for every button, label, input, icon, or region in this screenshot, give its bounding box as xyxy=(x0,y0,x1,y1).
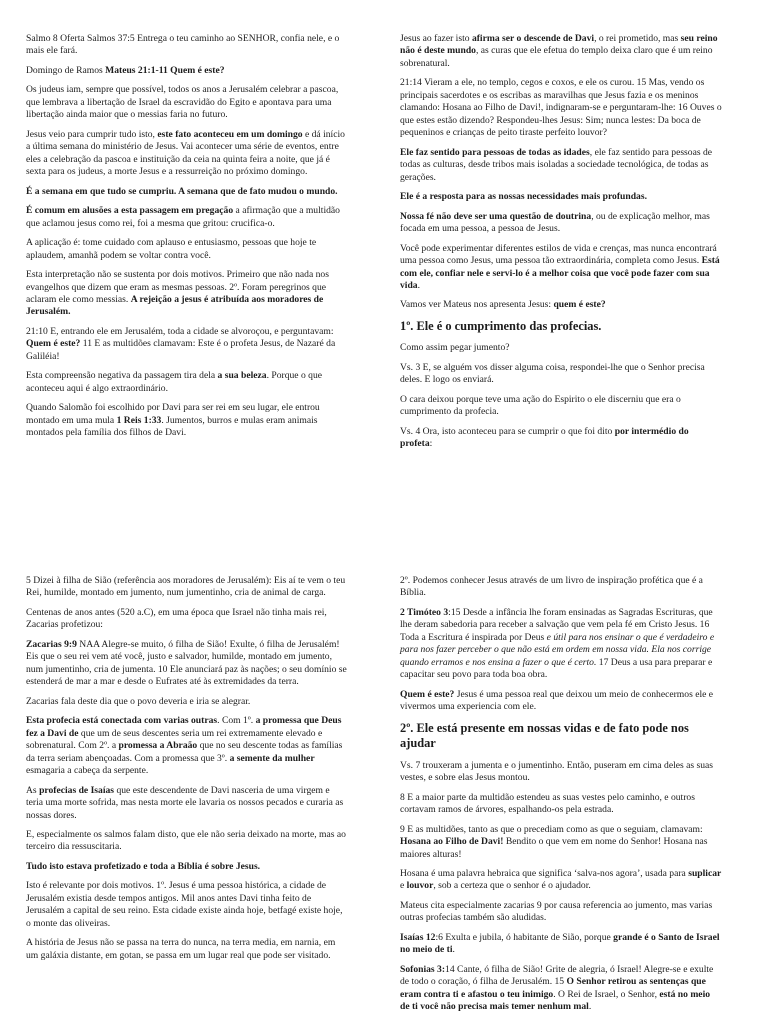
bold-text: 1 Reis 1:33 xyxy=(116,414,162,426)
text-run: Vs. 7 trouxeram a jumenta e o jumentinho. Então, puseram em cima deles as suas vestes, e sobre elas Jesus montou. xyxy=(400,759,714,784)
text-run: 14 Cante, ó filha de Sião! Grite de alegria, ó Israel! Alegre-se e exulte de todo o coração, ó filha de Jerusalém. 15 xyxy=(400,963,714,988)
text-run: A aplicação é: tome cuidado com aplauso e entusiasmo, pessoas que hoje te aplaudem, amanhã podem se voltar contra você. xyxy=(26,237,317,261)
profecias-isaias-paragraph xyxy=(26,785,348,822)
text-run: e dá início a última semana do ministério de Jesus. Vai acontecer uma série de eventos, entre eles a celebração da pascoa e instituição da ceia na quinta feira a noite, que já é sexta para os judeus, a morte Jesus e a ressurreição no próximo domingo. xyxy=(26,128,345,178)
bold-text: quem é este? xyxy=(553,299,606,311)
column-top-right xyxy=(400,33,722,458)
salmo-8-paragraph xyxy=(26,33,348,58)
bold-text: É comum em alusões a esta passagem em pregação xyxy=(26,205,234,217)
zacarias-9-9-paragraph xyxy=(26,639,348,689)
text-run: que este descendente de Davi nasceria de uma virgem e teria uma morte sofrida, mas nesta morte ele lavaria os nossos pecados e curaria as nossas dores. xyxy=(26,784,344,821)
text-run: : xyxy=(429,438,433,450)
text-run: 5 Dizei à filha de Sião (referência aos moradores de Jerusalém): Eis aí te vem o teu Rei, humilde, montado em jumento, num jumentinho, cria de animal de carga. xyxy=(26,575,346,599)
bold-text: Esta profecia está conectada com varias outras xyxy=(26,715,218,727)
experimentar-estilos-paragraph xyxy=(400,243,722,293)
timoteo-3-paragraph xyxy=(400,607,722,682)
text-run: E, especialmente os salmos falam disto, que ele não seria deixado na morte, mas ao terceiro dia ressuscitaria. xyxy=(26,828,346,853)
bold-text: Hosana ao Filho de Davi! xyxy=(400,836,504,848)
faz-sentido-paragraph xyxy=(400,147,722,184)
bold-text: Ele faz sentido para pessoas de todas as idades xyxy=(400,146,590,158)
bold-text: grande é o Santo de Israel no meio de ti xyxy=(400,931,720,956)
text-run: , ele faz sentido para pessoas de todas as culturas, desde tribos mais isoladas a sociedade tecnológica, de todas as gerações. xyxy=(400,146,713,183)
text-run: , sob a certeza que o senhor é o ajudador. xyxy=(433,880,591,892)
text-run: que no seu descente todas as famílias da terra seriam abençoadas. Com a promessa que 3º. xyxy=(26,740,343,764)
bold-text: afirma ser o descende de Davi xyxy=(471,33,595,44)
bold-text: Quem é este? xyxy=(400,688,455,700)
bold-text: É a semana em que tudo se cumpriu. A semana que de fato mudou o mundo. xyxy=(26,185,338,197)
text-run: a afirmação que a multidão que aclamou jesus como rei, foi a mesma que gritou: crucifica-o. xyxy=(26,205,340,229)
text-run: NAA Alegre-se muito, ó filha de Sião! Exulte, ó filha de Jerusalém! Eis que o seu rei vem até você, justo e salvador, humilde, montado em jumento, num jumentinho, cria de jumenta. 10 Ele anunciará paz às nações; o seu domínio se estenderá de mar a mar e desde o Eufrates até às extremidades da terra. xyxy=(26,638,347,688)
text-run: Você pode experimentar diferentes estilos de vida e crenças, mas nunca encontrará uma pessoa como Jesus, uma pessoa tão extraordinária, completa como Jesus. xyxy=(400,242,717,267)
verse-8-paragraph xyxy=(400,792,722,817)
cara-deixou-paragraph xyxy=(400,394,722,419)
text-run: Os judeus iam, sempre que possível, todos os anos a Jerusalém celebrar a pascoa, que lembrava a libertação de Israel da escravidão do Egito e apontava para uma libertação ainda maior que o messias faria no futuro. xyxy=(26,84,339,121)
text-run: O cara deixou porque teve uma ação do Espirito o ele discerniu que era o cumprimento da profecia. xyxy=(400,393,681,418)
text-run: que um de seus descentes seria um rei extremamente elevado e sobrenatural. Com 2º. a xyxy=(26,727,323,752)
text-run: Jesus ao fazer isto xyxy=(400,33,472,44)
text-run: , ou de explicação melhor, mas focada em uma pessoa, a pessoa de Jesus. xyxy=(400,210,710,235)
text-run: 8 E a maior parte da multidão estendeu as suas vestes pelo caminho, e outros cortavam ramos de árvores, espalhando-os pela estrada. xyxy=(400,791,695,816)
bold-text: por intermédio do profeta xyxy=(400,425,689,450)
verse-5-paragraph xyxy=(26,575,348,600)
italic-text: e útil para nos ensinar o que é verdadeiro e para nos fazer perceber o que não está em ordem em nossa vida. Ela nos corrige quando erramos e nos ensina a fazer o que é certo. xyxy=(400,631,715,668)
profecia-conectada-paragraph xyxy=(26,715,348,777)
text-run: Bendito o que vem em nome do Senhor! Hosana nas maiores alturas! xyxy=(400,836,708,860)
bold-text: Quem é este? xyxy=(26,338,81,350)
text-run: :6 Exulta e jubila, ó habitante de Sião, porque xyxy=(435,931,614,943)
column-bottom-right xyxy=(400,575,722,1021)
bold-text: Nossa fé não deve ser uma questão de doutrina xyxy=(400,210,592,222)
interpretacao-paragraph xyxy=(26,269,348,319)
quem-e-este-paragraph xyxy=(400,689,722,714)
bold-text: suplicar xyxy=(688,867,722,879)
verse-9-paragraph xyxy=(400,824,722,861)
vs-7-paragraph xyxy=(400,760,722,785)
text-run: . xyxy=(588,1001,592,1013)
sofonias-3-paragraph xyxy=(400,964,722,1014)
relevante-motivos-paragraph xyxy=(26,880,348,930)
salmos-falam-paragraph xyxy=(26,829,348,854)
text-run: , o rei prometido, mas xyxy=(594,33,681,44)
resposta-necessidades-paragraph xyxy=(400,191,722,203)
descende-de-davi-paragraph xyxy=(400,33,722,70)
bold-text: a semente da mulher xyxy=(229,752,315,764)
historia-de-jesus-paragraph xyxy=(26,937,348,962)
verse-21-10-paragraph xyxy=(26,326,348,363)
text-run: 11 E as multidões clamavam: Este é o profeta Jesus, de Nazaré da Galiléia! xyxy=(26,338,336,362)
isaias-12-paragraph xyxy=(400,932,722,957)
comum-alusoes-paragraph xyxy=(26,205,348,230)
text-run: 2º. Podemos conhecer Jesus através de um livro de inspiração profética que é a Bíblia. xyxy=(400,575,703,599)
centenas-de-anos-paragraph xyxy=(26,607,348,632)
aplicacao-paragraph xyxy=(26,237,348,262)
vamos-ver-paragraph xyxy=(400,299,722,311)
vs-4-paragraph xyxy=(400,426,722,451)
semana-cumpriu-paragraph xyxy=(26,186,348,198)
text-run: . Com 1º. xyxy=(217,715,256,727)
domingo-de-ramos-paragraph xyxy=(26,65,348,77)
text-run: Vs. 3 E, se alguém vos disser alguma coisa, respondei-lhe que o Senhor precisa deles. E logo os enviará. xyxy=(400,361,705,386)
pegar-jumento-paragraph xyxy=(400,342,722,354)
hosana-paragraph xyxy=(400,868,722,893)
bold-text: promessa a Abraão xyxy=(118,740,198,752)
bold-text: seu reino não é deste mundo xyxy=(400,33,718,57)
text-run: , as curas que ele efetua do templo deixa claro que é um reino sobrenatural. xyxy=(400,45,713,69)
bold-text: Zacarias 9:9 xyxy=(26,638,77,650)
verse-21-14-paragraph xyxy=(400,77,722,139)
tudo-profetizado-paragraph xyxy=(26,861,348,873)
bold-text: O Senhor retirou as sentenças que eram contra ti e afastou o teu inimigo xyxy=(400,976,706,1000)
column-bottom-left xyxy=(26,575,348,969)
text-run: Esta compreensão negativa da passagem tira dela xyxy=(26,370,218,382)
bold-text: Isaías 12 xyxy=(400,931,436,943)
section-heading-1 xyxy=(400,319,722,335)
text-run: . Porque o que aconteceu aqui é algo extraordinário. xyxy=(26,370,322,394)
bold-text: está no meio de ti você não precisa mais temer nenhum mal xyxy=(400,988,711,1013)
text-run: :15 Desde a infância lhe foram ensinadas as Sagradas Escrituras, que lhe deram sabedoria para receber a salvação que vem pela fé em Cristo Jesus. 16 Toda a Escritura é inspirada por Deus xyxy=(400,606,713,643)
bold-text: Ele é a resposta para as nossas necessidades mais profundas. xyxy=(400,191,647,203)
bold-text: Tudo isto estava profetizado e toda a Bíblia é sobre Jesus. xyxy=(26,860,261,872)
text-run: Quando Salomão foi escolhido por Davi para ser rei em seu lugar, ele entrou montado em uma mula xyxy=(26,402,320,426)
text-run: 1º. Ele é o cumprimento das profecias. xyxy=(400,318,602,333)
bold-text: este fato aconteceu em um domingo xyxy=(157,128,303,140)
text-run: . O Rei de Israel, o Senhor, xyxy=(553,988,660,1000)
section-heading-2 xyxy=(400,721,722,752)
text-run: 2º. Ele está presente em nossas vidas e de fato pode nos ajudar xyxy=(400,720,689,751)
bold-text: a sua beleza xyxy=(217,370,267,382)
jesus-veio-paragraph xyxy=(26,129,348,179)
column-top-left xyxy=(26,33,348,447)
judeus-pascoa-paragraph xyxy=(26,84,348,121)
bold-text: A rejeição a jesus é atribuída aos moradores de Jerusalém. xyxy=(26,293,324,318)
bold-text: Mateus 21:1-11 Quem é este? xyxy=(105,64,225,76)
text-run: Mateus cita especialmente zacarias 9 por causa referencia ao jumento, mas varias outras profecias também são aludidas. xyxy=(400,899,713,924)
text-run: Esta interpretação não se sustenta por dois motivos. Primeiro que não nada nos evangelhos que dizem que eram as mesmas pessoas. 2º. Foram peregrinos que aclaram ele como messias. xyxy=(26,269,329,305)
salomao-paragraph xyxy=(26,402,348,439)
bold-text: 2 Timóteo 3 xyxy=(400,606,449,618)
bold-text: Está com ele, confiar nele e servi-lo é a melhor coisa que você pode fazer com sua vida xyxy=(400,255,720,291)
bold-text: Sofonias 3: xyxy=(400,963,446,975)
text-run: . xyxy=(417,279,421,291)
text-run: Vamos ver Mateus nos apresenta Jesus: xyxy=(400,299,554,311)
text-run: Zacarias fala deste dia que o povo deveria e iria se alegrar. xyxy=(26,695,251,707)
compreensao-negativa-paragraph xyxy=(26,370,348,395)
text-run: Isto é relevante por dois motivos. 1º. Jesus é uma pessoa histórica, a cidade de Jerusalém existia desde tempos antigos. Mil anos antes Davi tinha feito de Jerusalém a capital de seu reino. Esta cidade existe ainda hoje, betfagé existe hoje, o monte das oliveiras. xyxy=(26,880,343,929)
text-run: Vs. 4 Ora, isto aconteceu para se cumprir o que foi dito xyxy=(400,425,615,437)
text-run: Salmo 8 Oferta Salmos 37:5 Entrega o teu caminho ao SENHOR, confia nele, e o mais ele fará. xyxy=(26,33,340,57)
vs-3-paragraph xyxy=(400,362,722,387)
bold-text: louvor xyxy=(406,880,434,892)
text-run: Domingo de Ramos xyxy=(26,64,106,76)
text-run: Hosana é uma palavra hebraica que significa ‘salva-nos agora’, usada para xyxy=(400,867,689,879)
text-run: A história de Jesus não se passa na terra do nunca, na terra media, em narnia, em um galáxia distante, em gotan, se passa em um lugar real que pode ser visitado. xyxy=(26,937,336,961)
text-run: Centenas de anos antes (520 a.C), em uma época que Israel não tinha mais rei, Zacarias profetizou: xyxy=(26,606,327,631)
mateus-cita-paragraph xyxy=(400,900,722,925)
conhecer-jesus-paragraph xyxy=(400,575,722,600)
text-run: 17 Deus a usa para preparar e capacitar seu povo para toda boa obra. xyxy=(400,656,713,681)
text-run: Jesus é uma pessoa real que deixou um meio de conhecermos ele e vivermos uma experiencia com ele. xyxy=(400,688,714,713)
text-run: . xyxy=(452,944,455,956)
text-run: 21:14 Vieram a ele, no templo, cegos e coxos, e ele os curou. 15 Mas, vendo os principais sacerdotes e os escribas as maravilhas que Jesus fazia e os meninos clamando: Hosana ao Filho de Davi!, indignaram-se e perguntaram-lhe: 16 Ouves o que estes estão dizendo? Respondeu-lhes Jesus: Sim; nunca lestes: Da boca de pequeninos e crianças de peito tiraste perfeito louvor? xyxy=(400,77,722,139)
text-run: . Jumentos, burros e mulas eram animais montados pela família dos filhos de Davi. xyxy=(26,414,318,439)
nossa-fe-paragraph xyxy=(400,211,722,236)
text-run: 9 E as multidões, tanto as que o precediam como as que o seguiam, clamavam: xyxy=(400,823,703,835)
text-run: esmagaria a cabeça da serpente. xyxy=(26,765,149,777)
text-run: 21:10 E, entrando ele em Jerusalém, toda a cidade se alvoroçou, e perguntavam: xyxy=(26,325,334,337)
text-run: As xyxy=(26,784,40,796)
bold-text: profecias de Isaías xyxy=(39,784,115,796)
text-run: e xyxy=(400,880,407,892)
zacarias-fala-paragraph xyxy=(26,696,348,708)
text-run: Jesus veio para cumprir tudo isto, xyxy=(26,128,158,140)
text-run: Como assim pegar jumento? xyxy=(400,342,510,354)
bold-text: a promessa que Deus fez a Davi de xyxy=(26,715,342,739)
